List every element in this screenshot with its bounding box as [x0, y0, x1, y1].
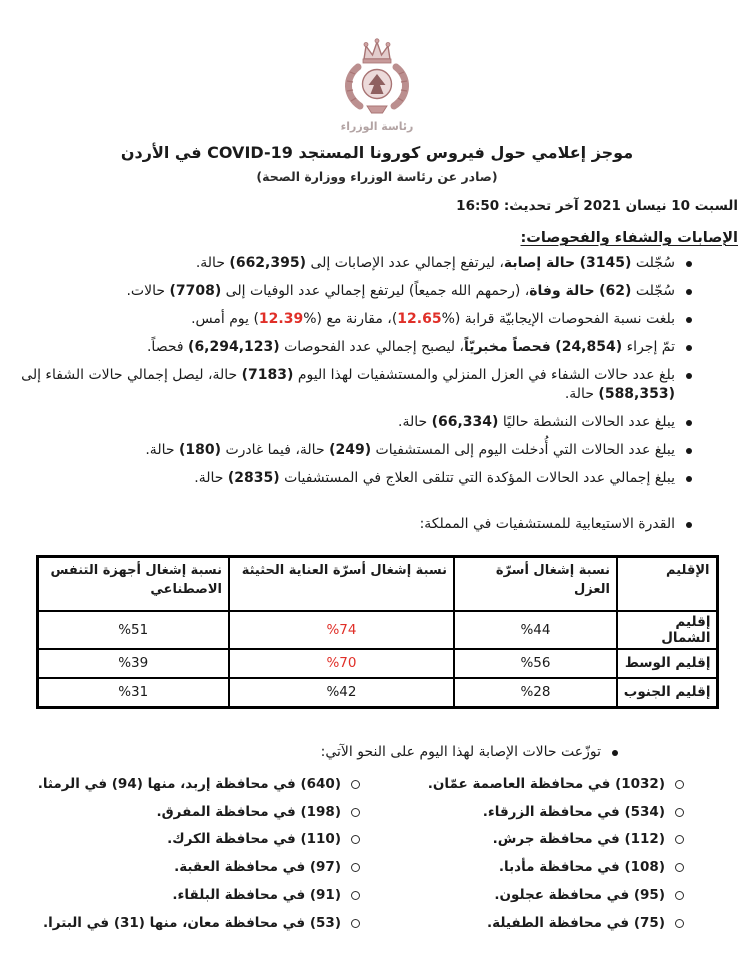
governorate-item: [20, 830, 360, 849]
text-segment: فحصاً مخبريّاً: [463, 338, 551, 355]
circle-bullet-icon: [351, 891, 360, 900]
bullet-text: [14, 413, 675, 433]
circle-bullet-icon: [351, 808, 360, 817]
text-segment: ) يوم أمس.: [191, 310, 259, 327]
bullet-dot-icon: [686, 317, 692, 323]
capacity-intro-row: [0, 515, 754, 535]
governorate-text: (53) في محافظة معان، منها (31) في البترا.: [43, 915, 341, 932]
governorate-text: (97) في محافظة العقبة.: [174, 859, 341, 876]
bullet-dot-icon: [686, 373, 692, 379]
circle-bullet-icon: [351, 780, 360, 789]
bullet-text: [14, 441, 675, 461]
distribution-heading-row: [0, 743, 754, 763]
bullet-item: [0, 469, 754, 489]
text-segment: (588,353): [598, 386, 675, 403]
governorate-item: [360, 830, 684, 849]
text-segment: سُجّلت: [631, 282, 675, 299]
circle-bullet-icon: [675, 891, 684, 900]
governorate-text: (91) في محافظة البلقاء.: [172, 887, 341, 904]
logo-caption: رئاسة الوزراء: [340, 120, 414, 133]
occupancy-value: %56: [454, 649, 617, 678]
text-segment: )، مقارنة مع (%: [303, 310, 398, 327]
text-segment: (62): [599, 282, 632, 299]
highlighted-value: 12.65: [397, 310, 442, 327]
circle-bullet-icon: [675, 863, 684, 872]
governorate-item: [360, 803, 684, 822]
bullet-dot-icon: [686, 448, 692, 454]
dist-left-col: [20, 766, 360, 933]
section-heading-cases: الإصابات والشفاء والفحوصات:: [520, 230, 738, 246]
governorate-item: [360, 858, 684, 877]
column-header: نسبة إشغال أسرّة العزل: [454, 556, 617, 611]
text-segment: ، ليصبح إجمالي عدد الفحوصات: [279, 338, 464, 355]
governorate-text: (108) في محافظة مأدبا.: [498, 859, 665, 876]
table-row: [37, 678, 717, 708]
capacity-intro-text: القدرة الاستيعابية للمستشفيات في المملكة:: [419, 515, 675, 532]
header-logo: [0, 0, 754, 134]
bullet-text: [14, 469, 675, 489]
governorate-text: (198) في محافظة المفرق.: [156, 803, 341, 820]
bullet-dot-icon: [686, 261, 692, 267]
bullet-item: [0, 310, 754, 330]
bullet-dot-icon: [686, 522, 692, 528]
governorate-text: (534) في محافظة الزرقاء.: [482, 803, 665, 820]
bullet-item: [0, 282, 754, 302]
governorate-item: [20, 803, 360, 822]
text-segment: يبلغ عدد الحالات النشطة حاليًا: [498, 414, 675, 431]
occupancy-value: %42: [229, 678, 454, 708]
column-header: نسبة إشغال أسرّة العناية الحثيثة: [229, 556, 454, 611]
bullet-item: [0, 254, 754, 274]
occupancy-value: %44: [454, 611, 617, 649]
capacity-table-header-row: [37, 556, 717, 611]
governorate-text: (75) في محافظة الطفيلة.: [487, 915, 665, 932]
governorate-item: [360, 914, 684, 933]
text-segment: تمّ إجراء: [622, 338, 675, 355]
bullet-item: [0, 413, 754, 433]
governorate-item: [20, 914, 360, 933]
text-segment: (3145): [579, 255, 632, 271]
text-segment: حالة.: [145, 442, 179, 459]
text-segment: سُجّلت: [631, 255, 675, 271]
bullet-text: [14, 338, 675, 358]
text-segment: بلغت نسبة الفحوصات الإيجابيّة قرابة (%: [441, 310, 675, 327]
bullet-text: [14, 282, 675, 302]
text-segment: حالات.: [126, 282, 170, 299]
text-segment: (66,334): [431, 414, 499, 431]
bullet-item: [0, 366, 754, 406]
text-segment: ، (رحمهم الله جميعاً) ليرتفع إجمالي عدد الوفيات إلى: [221, 282, 530, 299]
occupancy-value: %28: [454, 678, 617, 708]
governorate-item: [20, 886, 360, 905]
text-segment: (7183): [241, 366, 294, 383]
circle-bullet-icon: [675, 919, 684, 928]
text-segment: (662,395): [229, 255, 306, 271]
column-header: نسبة إشغال أجهزة التنفس الاصطناعي: [37, 556, 229, 611]
governorate-text: (1032) في محافظة العاصمة عمّان.: [427, 775, 665, 792]
bullet-dot-icon: [686, 289, 692, 295]
stats-bullet-list: [0, 254, 754, 489]
bullet-dot-icon: [686, 420, 692, 426]
table-row: [37, 611, 717, 649]
document-title: موجز إعلامي حول فيروس كورونا المستجد COVID-19 في الأردن: [120, 143, 634, 162]
text-segment: حالة، ليصل إجمالي حالات الشفاء إلى: [21, 366, 242, 383]
governorate-item: [360, 775, 684, 794]
text-segment: (7708): [169, 282, 222, 299]
document-subtitle: (صادر عن رئاسة الوزراء ووزارة الصحة): [256, 169, 498, 184]
occupancy-value: %74: [229, 611, 454, 649]
bullet-text: [14, 366, 675, 406]
table-row: [37, 649, 717, 678]
occupancy-value: %51: [37, 611, 229, 649]
text-segment: حالة.: [195, 255, 230, 271]
jordan-coat-of-arms-icon: [327, 38, 427, 118]
text-segment: (249): [329, 442, 372, 459]
governorate-text: (112) في محافظة جرش.: [492, 831, 665, 848]
text-segment: حالة.: [194, 470, 228, 486]
bullet-dot-icon: [686, 345, 692, 351]
bullet-text: [14, 310, 675, 330]
bullet-item: [0, 441, 754, 461]
text-segment: فحصاً.: [146, 338, 189, 355]
governorate-text: (95) في محافظة عجلون.: [494, 887, 665, 904]
text-segment: (180): [178, 442, 221, 459]
text-segment: حالة وفاة: [529, 282, 595, 299]
bullet-item: [0, 338, 754, 358]
circle-bullet-icon: [675, 835, 684, 844]
governorate-text: (640) في محافظة إربد، منها (94) في الرمثا.: [37, 775, 341, 792]
governorate-text: (110) في محافظة الكرك.: [167, 831, 341, 848]
hospital-capacity-table: [36, 555, 719, 709]
occupancy-value: %70: [229, 649, 454, 678]
region-name: إقليم الوسط: [617, 649, 717, 678]
circle-bullet-icon: [351, 919, 360, 928]
date-last-updated: السبت 10 نيسان 2021 آخر تحديث: 16:50: [456, 198, 738, 214]
circle-bullet-icon: [675, 808, 684, 817]
text-segment: (24,854): [555, 338, 623, 355]
governorate-item: [20, 858, 360, 877]
bullet-dot-icon: [686, 476, 692, 482]
occupancy-value: %31: [37, 678, 229, 708]
highlighted-value: 12.39: [258, 310, 304, 327]
governorate-item: [360, 886, 684, 905]
bullet-text: [14, 254, 675, 274]
region-name: إقليم الجنوب: [617, 678, 717, 708]
circle-bullet-icon: [351, 835, 360, 844]
bullet-dot-icon: [612, 750, 618, 756]
region-name: إقليم الشمال: [617, 611, 717, 649]
capacity-table-body: [37, 611, 717, 708]
text-segment: بلغ عدد حالات الشفاء في العزل المنزلي والمستشفيات لهذا اليوم: [293, 366, 675, 383]
text-segment: (2835): [227, 470, 280, 486]
text-segment: حالة.: [398, 414, 432, 431]
dist-right-col: [360, 766, 684, 933]
text-segment: (6,294,123): [188, 338, 280, 355]
text-segment: يبلغ عدد الحالات التي أُدخلت اليوم إلى المستشفيات: [371, 442, 675, 459]
text-segment: حالة إصابة: [503, 255, 576, 271]
text-segment: ، ليرتفع إجمالي عدد الإصابات إلى: [306, 255, 504, 271]
column-header: الإقليم: [617, 556, 717, 611]
occupancy-value: %39: [37, 649, 229, 678]
text-segment: حالة، فيما غادرت: [221, 442, 330, 459]
text-segment: حالة.: [564, 386, 599, 403]
circle-bullet-icon: [351, 863, 360, 872]
circle-bullet-icon: [675, 780, 684, 789]
text-segment: يبلغ إجمالي عدد الحالات المؤكدة التي تتلقى العلاج في المستشفيات: [279, 470, 675, 486]
distribution-heading-text: توزّعت حالات الإصابة لهذا اليوم على النحو الآتي:: [320, 743, 601, 760]
governorate-item: [20, 775, 360, 794]
governorate-distribution: [0, 763, 754, 933]
